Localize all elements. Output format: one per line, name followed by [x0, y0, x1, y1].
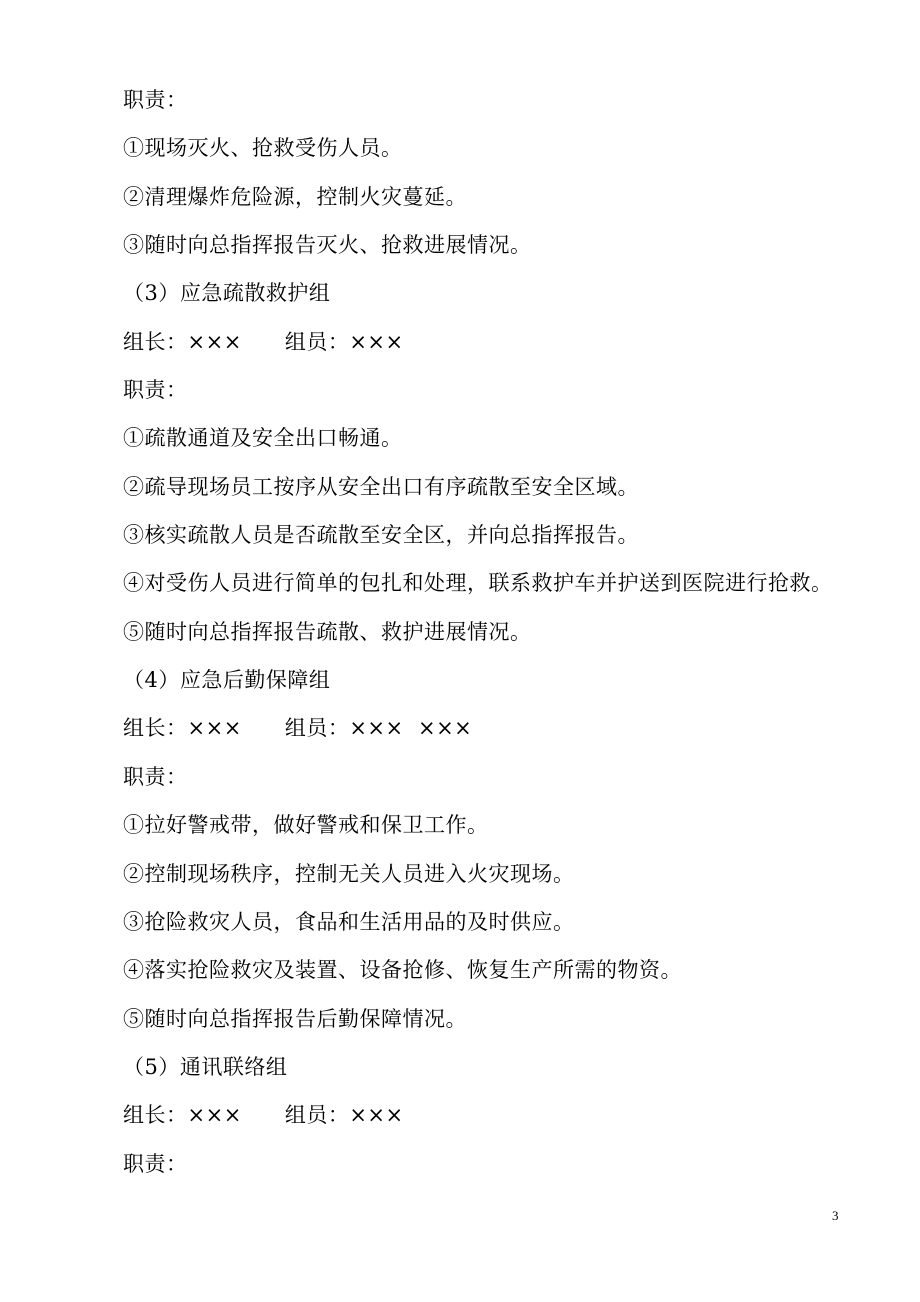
duty-item: ③核实疏散人员是否疏散至安全区，并向总指挥报告。 [123, 523, 639, 548]
duty-item: ②控制现场秩序，控制无关人员进入火灾现场。 [123, 861, 575, 886]
duty-item: ③抢险救灾人员，食品和生活用品的及时供应。 [123, 909, 575, 934]
duty-item: ①现场灭火、抢救受伤人员。 [123, 136, 403, 161]
page-number: 3 [832, 1208, 839, 1223]
section-heading-logistics: （4）应急后勤保障组 [123, 668, 331, 693]
duty-item: ③随时向总指挥报告灭火、抢救进展情况。 [123, 233, 532, 258]
duty-item: ②疏导现场员工按序从安全出口有序疏散至安全区域。 [123, 474, 639, 499]
section-heading-communication: （5）通讯联络组 [123, 1054, 288, 1079]
team-members-line: 组长：××× 组员：××× ××× [123, 716, 473, 741]
team-members-line: 组长：××× 组员：××× [123, 329, 404, 354]
duty-label: 职责： [123, 378, 188, 403]
duty-item: ④对受伤人员进行简单的包扎和处理，联系救护车并护送到医院进行抢救。 [123, 571, 833, 596]
duty-item: ②清理爆炸危险源，控制火灾蔓延。 [123, 184, 467, 209]
duty-item: ⑤随时向总指挥报告后勤保障情况。 [123, 1006, 467, 1031]
duty-item: ①疏散通道及安全出口畅通。 [123, 426, 403, 451]
section-heading-evacuation: （3）应急疏散救护组 [123, 281, 331, 306]
document-body [123, 76, 883, 1188]
duty-item: ⑤随时向总指挥报告疏散、救护进展情况。 [123, 619, 532, 644]
duty-label: 职责： [123, 764, 188, 789]
duty-label: 职责： [123, 1151, 188, 1176]
duty-item: ①拉好警戒带，做好警戒和保卫工作。 [123, 813, 489, 838]
team-members-line: 组长：××× 组员：××× [123, 1103, 404, 1128]
duty-label: 职责： [123, 88, 188, 112]
duty-item: ④落实抢险救灾及装置、设备抢修、恢复生产所需的物资。 [123, 958, 682, 983]
